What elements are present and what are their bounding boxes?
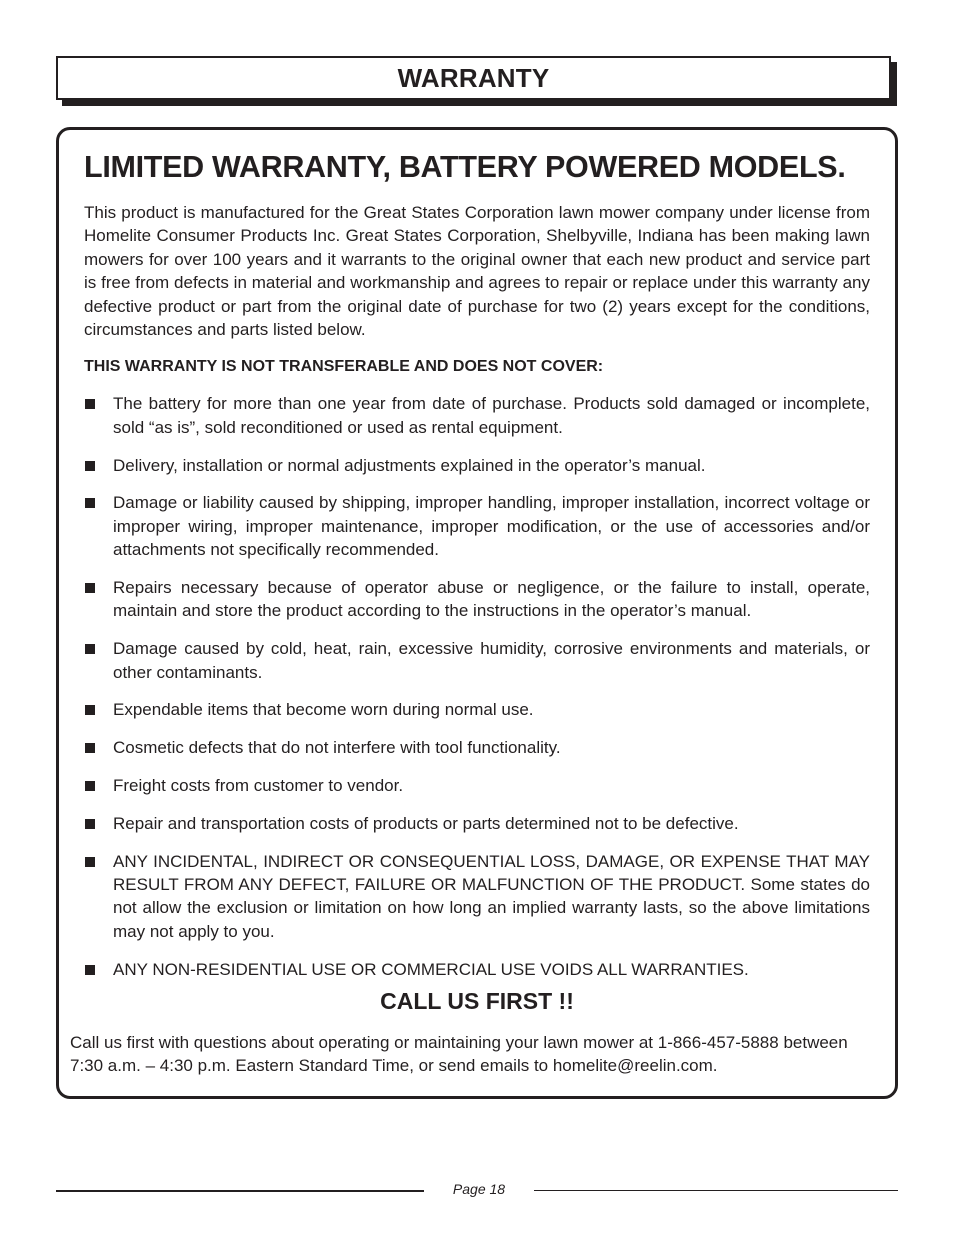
warranty-content <box>84 150 870 995</box>
list-item-text: Cosmetic defects that do not interfere with tool functionality. <box>113 738 561 758</box>
list-item-text: Freight costs from customer to vendor. <box>113 776 404 796</box>
warranty-box <box>56 127 898 1099</box>
square-bullet-icon <box>85 583 95 593</box>
square-bullet-icon <box>85 705 95 715</box>
square-bullet-icon <box>85 819 95 829</box>
square-bullet-icon <box>85 644 95 654</box>
list-item-text: Repairs necessary because of operator abuse or negligence, or the failure to install, operate, maintain and store the product according to the instructions in the operator’s manual. <box>113 578 870 621</box>
square-bullet-icon <box>85 399 95 409</box>
page-number: Page 18 <box>452 1181 506 1197</box>
list-item-text: Damage or liability caused by shipping, improper handling, improper installation, incorrect voltage or improper wiring, improper maintenance, improper modification, or the use of accessories and/or attachments not specifically recommended. <box>113 493 870 560</box>
list-item-text: Repair and transportation costs of products or parts determined not to be defective. <box>113 813 739 833</box>
warranty-title: LIMITED WARRANTY, BATTERY POWERED MODELS. <box>84 150 846 184</box>
list-item <box>84 576 870 623</box>
list-item <box>84 958 870 981</box>
square-bullet-icon <box>85 743 95 753</box>
list-item <box>84 850 870 944</box>
list-item <box>84 774 870 797</box>
list-item <box>84 812 870 835</box>
square-bullet-icon <box>85 857 95 867</box>
list-item <box>84 736 870 759</box>
list-item <box>84 491 870 561</box>
call-us-text: Call us first with questions about operating or maintaining your lawn mower at 1-866-457-5888 between 7:30 a.m. – 4:30 p.m. Eastern Standard Time, or send emails to homelite@reelin.com. <box>70 1033 848 1076</box>
square-bullet-icon <box>85 461 95 471</box>
list-item-text: ANY NON-RESIDENTIAL USE OR COMMERCIAL USE VOIDS ALL WARRANTIES. <box>113 959 749 979</box>
list-item <box>84 454 870 477</box>
square-bullet-icon <box>85 965 95 975</box>
section-header <box>56 56 891 100</box>
list-item <box>84 392 870 439</box>
list-item-text: ANY INCIDENTAL, INDIRECT OR CONSEQUENTIAL LOSS, DAMAGE, OR EXPENSE THAT MAY RESULT FROM ANY DEFECT, FAILURE OR MALFUNCTION OF THE PRODUCT. Some states do not allow the exclusion or limitation on how long an implied warranty lasts, so the above limitations may not apply to you. <box>113 851 870 941</box>
footer-rule-right <box>534 1190 898 1191</box>
list-item-text: The battery for more than one year from date of purchase. Products sold damaged or incomplete, sold “as is”, sold reconditioned or used as rental equipment. <box>113 394 870 437</box>
exclusions-list <box>84 392 870 981</box>
square-bullet-icon <box>85 781 95 791</box>
warranty-intro: This product is manufactured for the Great States Corporation lawn mower company under license from Homelite Consumer Products Inc. Great States Corporation, Shelbyville, Indiana has been making lawn mowers for over 100 years and it warrants to the original owner that each new product and service part is free from defects in material and workmanship and agrees to repair or replace under this warranty any defective product or part from the original date of purchase for two (2) years except for the conditions, circumstances and parts listed below. <box>84 203 870 340</box>
list-item-text: Damage caused by cold, heat, rain, excessive humidity, corrosive environments and materials, or other contaminants. <box>113 639 870 682</box>
section-title: WARRANTY <box>397 62 550 93</box>
exclusions-heading: THIS WARRANTY IS NOT TRANSFERABLE AND DOES NOT COVER: <box>84 358 604 376</box>
list-item-text: Expendable items that become worn during normal use. <box>113 700 534 720</box>
square-bullet-icon <box>85 498 95 508</box>
list-item <box>84 637 870 684</box>
footer-rule-left <box>56 1190 424 1192</box>
list-item <box>84 698 870 721</box>
list-item-text: Delivery, installation or normal adjustments explained in the operator’s manual. <box>113 455 706 475</box>
call-us-heading: CALL US FIRST !! <box>380 988 574 1014</box>
